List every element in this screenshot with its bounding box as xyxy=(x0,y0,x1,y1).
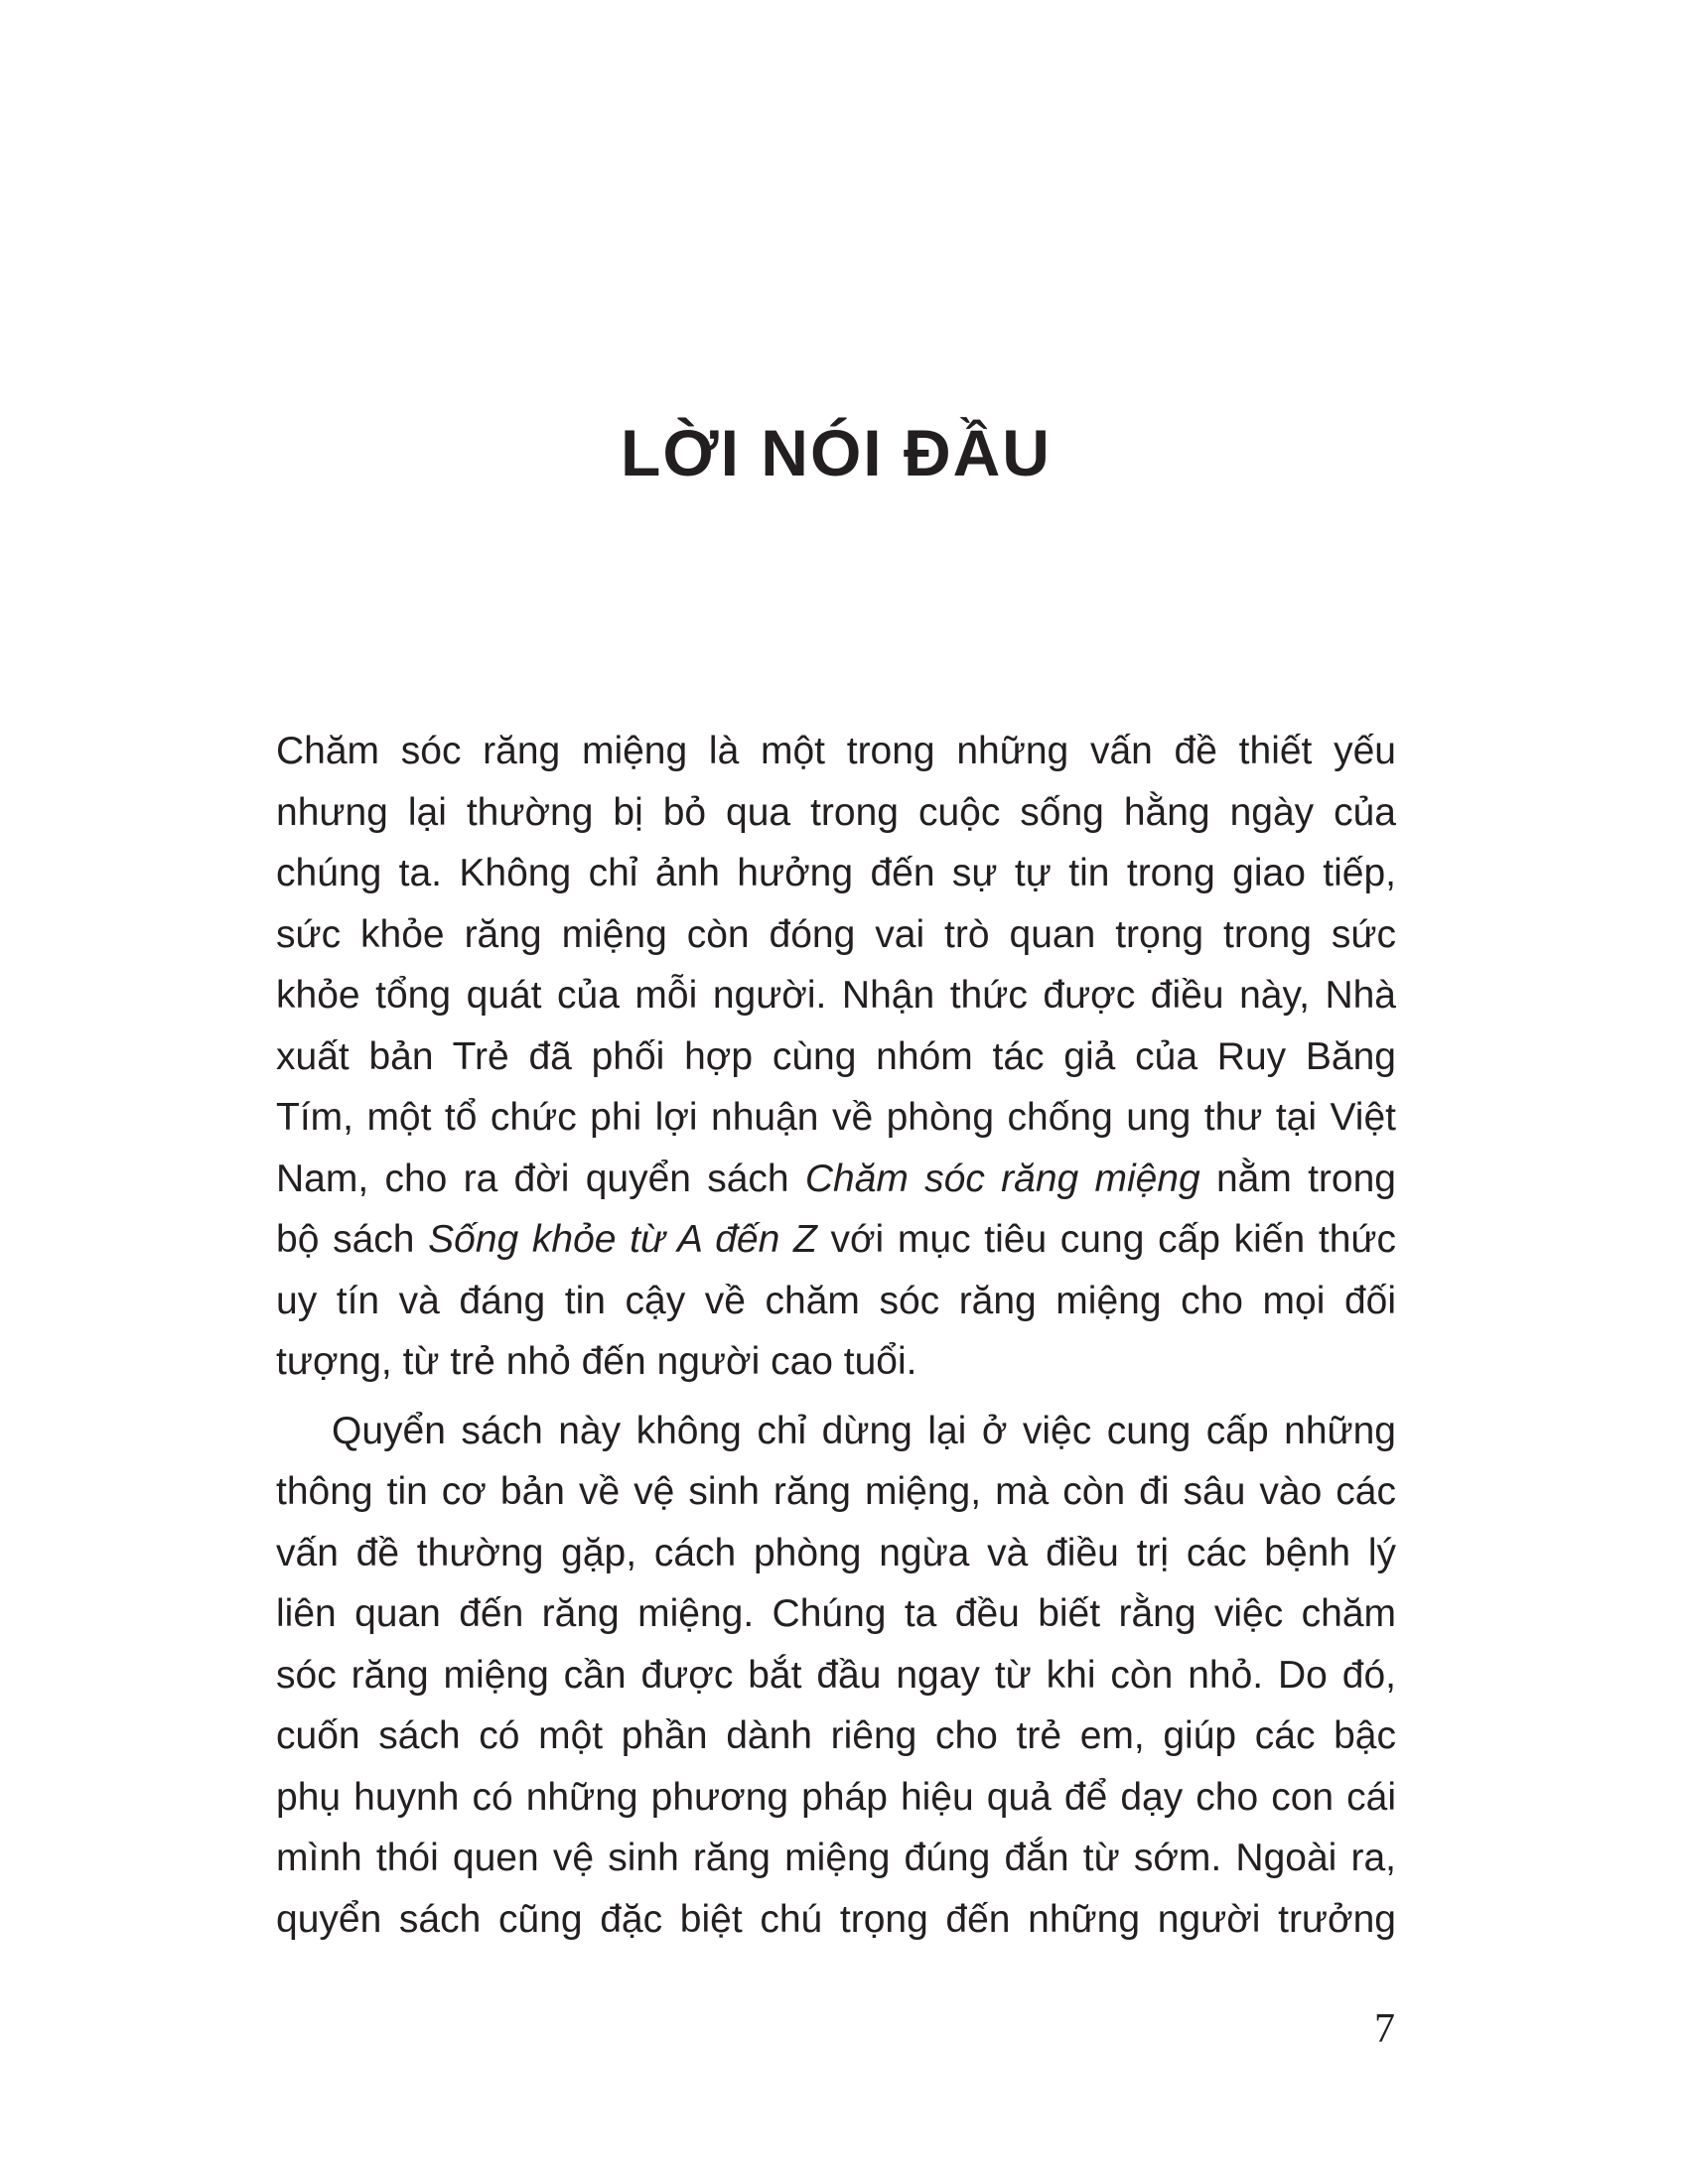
page-number: 7 xyxy=(1374,2006,1395,2052)
text-segment: thông tin cơ bản về vệ sinh răng miệng, mà còn đi sâu vào các xyxy=(276,1470,1396,1513)
text-line xyxy=(276,1828,1396,1889)
text-line xyxy=(276,1087,1396,1149)
text-segment: Quyển sách này không chỉ dừng lại ở việc cung cấp những xyxy=(332,1409,1396,1452)
text-line xyxy=(276,843,1396,904)
text-line xyxy=(276,904,1396,966)
text-segment: chúng ta. Không chỉ ảnh hưởng đến sự tự tin trong giao tiếp, xyxy=(276,852,1396,894)
text-line xyxy=(276,782,1396,844)
text-segment: nằm trong xyxy=(1199,1157,1396,1200)
text-segment: tượng, từ trẻ nhỏ đến người cao tuổi. xyxy=(276,1340,917,1383)
page-title: LỜI NÓI ĐẦU xyxy=(621,416,1052,489)
italic-book-title: Sống khỏe từ A đến Z xyxy=(428,1218,817,1261)
text-segment: khỏe tổng quát của mỗi người. Nhận thức được điều này, Nhà xyxy=(276,974,1396,1017)
body-text xyxy=(276,721,1396,1958)
text-segment: Tím, một tổ chức phi lợi nhuận về phòng chống ung thư tại Việt xyxy=(276,1096,1396,1139)
text-line xyxy=(276,1645,1396,1706)
text-segment: Chăm sóc răng miệng là một trong những vấn đề thiết yếu xyxy=(276,730,1396,772)
text-line xyxy=(276,1401,1396,1462)
text-segment: cuốn sách có một phần dành riêng cho trẻ em, giúp các bậc xyxy=(276,1714,1396,1757)
text-line xyxy=(276,1889,1396,1951)
text-segment: phụ huynh có những phương pháp hiệu quả để dạy cho con cái xyxy=(276,1775,1396,1819)
text-segment: liên quan đến răng miệng. Chúng ta đều biết rằng việc chăm xyxy=(276,1592,1396,1635)
text-line xyxy=(276,1461,1396,1523)
text-segment: mình thói quen vệ sinh răng miệng đúng đắn từ sớm. Ngoài ra, xyxy=(276,1837,1396,1879)
text-line xyxy=(276,1767,1396,1829)
text-line xyxy=(276,1209,1396,1271)
text-segment: sức khỏe răng miệng còn đóng vai trò quan trọng trong sức xyxy=(276,912,1396,956)
text-line xyxy=(276,1583,1396,1645)
text-line xyxy=(276,965,1396,1026)
text-line xyxy=(276,1523,1396,1584)
text-line xyxy=(276,721,1396,782)
text-segment: Nam, cho ra đời quyển sách xyxy=(276,1157,805,1200)
text-line xyxy=(276,1331,1396,1393)
text-segment: quyển sách cũng đặc biệt chú trọng đến những người trưởng xyxy=(276,1897,1396,1941)
italic-book-title: Chăm sóc răng miệng xyxy=(804,1157,1200,1200)
text-segment: sóc răng miệng cần được bắt đầu ngay từ khi còn nhỏ. Do đó, xyxy=(276,1653,1396,1697)
paragraph xyxy=(276,1401,1396,1951)
text-line xyxy=(276,1706,1396,1767)
text-segment: vấn đề thường gặp, cách phòng ngừa và điều trị các bệnh lý xyxy=(276,1531,1396,1574)
text-line xyxy=(276,1149,1396,1210)
text-line xyxy=(276,1271,1396,1332)
text-segment: với mục tiêu cung cấp kiến thức xyxy=(816,1218,1396,1261)
text-segment: nhưng lại thường bị bỏ qua trong cuộc sống hằng ngày của xyxy=(276,790,1396,834)
text-segment: uy tín và đáng tin cậy về chăm sóc răng miệng cho mọi đối xyxy=(276,1279,1396,1322)
paragraph xyxy=(276,721,1396,1393)
text-segment: xuất bản Trẻ đã phối hợp cùng nhóm tác giả của Ruy Băng xyxy=(276,1034,1396,1078)
text-segment: bộ sách xyxy=(276,1218,429,1261)
text-line xyxy=(276,1026,1396,1088)
